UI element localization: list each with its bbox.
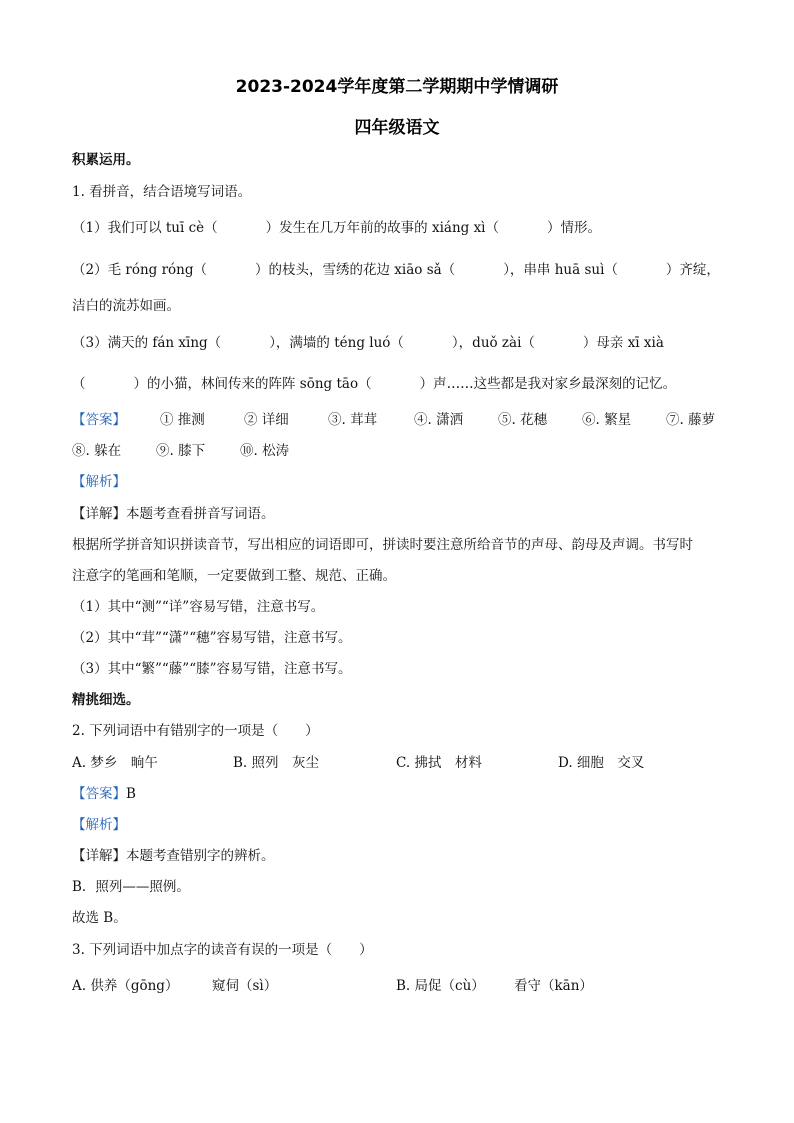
- q2-answer-line: [72, 784, 136, 804]
- q1-s3-cont-a: （: [72, 376, 86, 392]
- analysis-tag: 【解析】: [72, 817, 126, 833]
- q1-sentence-3: [72, 333, 664, 353]
- note-line-2: （2）其中“茸”“潇”“穗”容易写错，注意书写。: [72, 630, 352, 646]
- q1-s2-part-c: ），串串 huā suì（: [503, 262, 618, 278]
- q1-s3-part-c: ），duǒ zài（: [451, 335, 535, 351]
- q1-s3-cont-b: ）的小猫，林间传来的阵阵 sōng tāo（: [133, 376, 372, 392]
- q1-s3-part-a: （3）满天的 fán xīng（: [72, 335, 222, 351]
- answer-tag: 【答案】: [72, 412, 126, 428]
- note-line-1: （1）其中“测”“详”容易写错，注意书写。: [72, 599, 325, 615]
- q3-option-a-2: 窥伺（sì）: [212, 978, 278, 994]
- note-line-3: （3）其中“繁”“藤”“膝”容易写错，注意书写。: [72, 661, 352, 677]
- section-heading-1: 积累运用。: [72, 152, 140, 168]
- answer-item: ② 详细: [244, 412, 289, 428]
- q2-option-b[interactable]: B. 照列 灰尘: [233, 755, 320, 771]
- q2-explanation-2: 故选 B。: [72, 910, 127, 926]
- q2-option-d[interactable]: D. 细胞 交叉: [558, 755, 645, 771]
- q2-explanation-1: B．照列——照例。: [72, 879, 190, 895]
- answer-item: ④. 潇洒: [414, 412, 464, 428]
- answer-item: ⑧. 躲在: [72, 443, 122, 459]
- explanation-line-1: 根据所学拼音知识拼读音节，写出相应的词语即可，拼读时要注意所给音节的声母、韵母及声调。书写时: [72, 537, 693, 553]
- q1-s2-part-b: ）的枝头，雪绣的花边 xiāo sǎ（: [255, 262, 456, 278]
- detail-tag: 【详解】: [72, 506, 126, 522]
- q1-s3-part-d: ）母亲 xī xià: [582, 335, 664, 351]
- section-heading-2: 精挑细选。: [72, 692, 140, 708]
- q1-sentence-2-cont: 洁白的流苏如画。: [72, 298, 180, 314]
- q1-s2-part-d: ）齐绽，: [665, 262, 720, 278]
- answer-item: ⑤. 花穗: [498, 412, 548, 428]
- detail-tag: 【详解】: [72, 848, 126, 864]
- answer-item: ① 推测: [160, 412, 205, 428]
- detail-text: 本题考查看拼音写词语。: [126, 506, 275, 522]
- q3-option-a-1[interactable]: A. 供养（gōng）: [72, 978, 179, 994]
- q1-sentence-3-cont: [72, 374, 676, 394]
- analysis-tag: 【解析】: [72, 474, 126, 490]
- answer-item: ⑦. 藤萝: [666, 412, 716, 428]
- q1-s3-part-b: ），满墙的 téng luó（: [269, 335, 404, 351]
- page-title: 2023-2024学年度第二学期期中学情调研: [235, 77, 559, 97]
- q3-option-b-1[interactable]: B. 局促（cù）: [396, 978, 485, 994]
- answer-item: ③. 茸茸: [328, 412, 378, 428]
- answer-item: ⑨. 膝下: [156, 443, 206, 459]
- q3-stem: 3. 下列词语中加点字的读音有误的一项是（ ）: [72, 942, 373, 958]
- q1-s1-part-c: ）情形。: [547, 220, 602, 236]
- explanation-line-2: 注意字的笔画和笔顺，一定要做到工整、规范、正确。: [72, 568, 396, 584]
- answer-item: ⑥. 繁星: [582, 412, 632, 428]
- q1-s2-part-a: （2）毛 róng róng（: [72, 262, 208, 278]
- q1-s1-part-b: ）发生在几万年前的故事的 xiáng xì（: [265, 220, 500, 236]
- q2-option-a[interactable]: A. 梦乡 晌午: [72, 755, 158, 771]
- q1-s3-cont-c: ）声……这些都是我对家乡最深刻的记忆。: [419, 376, 677, 392]
- page-subtitle: 四年级语文: [354, 118, 440, 138]
- q1-stem: 1. 看拼音，结合语境写词语。: [72, 184, 252, 200]
- q2-stem: 2. 下列词语中有错别字的一项是（ ）: [72, 723, 319, 739]
- detail-line: [72, 504, 275, 524]
- answer-tag: 【答案】: [72, 786, 126, 802]
- q2-detail-line: [72, 846, 275, 866]
- q1-sentence-2: [72, 260, 720, 280]
- detail-text: 本题考查错别字的辨析。: [126, 848, 275, 864]
- q1-s1-part-a: （1）我们可以 tuī cè（: [72, 220, 218, 236]
- q2-option-c[interactable]: C. 拂拭 材料: [396, 755, 482, 771]
- q1-sentence-1: [72, 218, 601, 238]
- answer-item: ⑩. 松涛: [240, 443, 290, 459]
- q2-answer: B: [126, 786, 136, 802]
- q3-option-b-2: 看守（kān）: [514, 978, 593, 994]
